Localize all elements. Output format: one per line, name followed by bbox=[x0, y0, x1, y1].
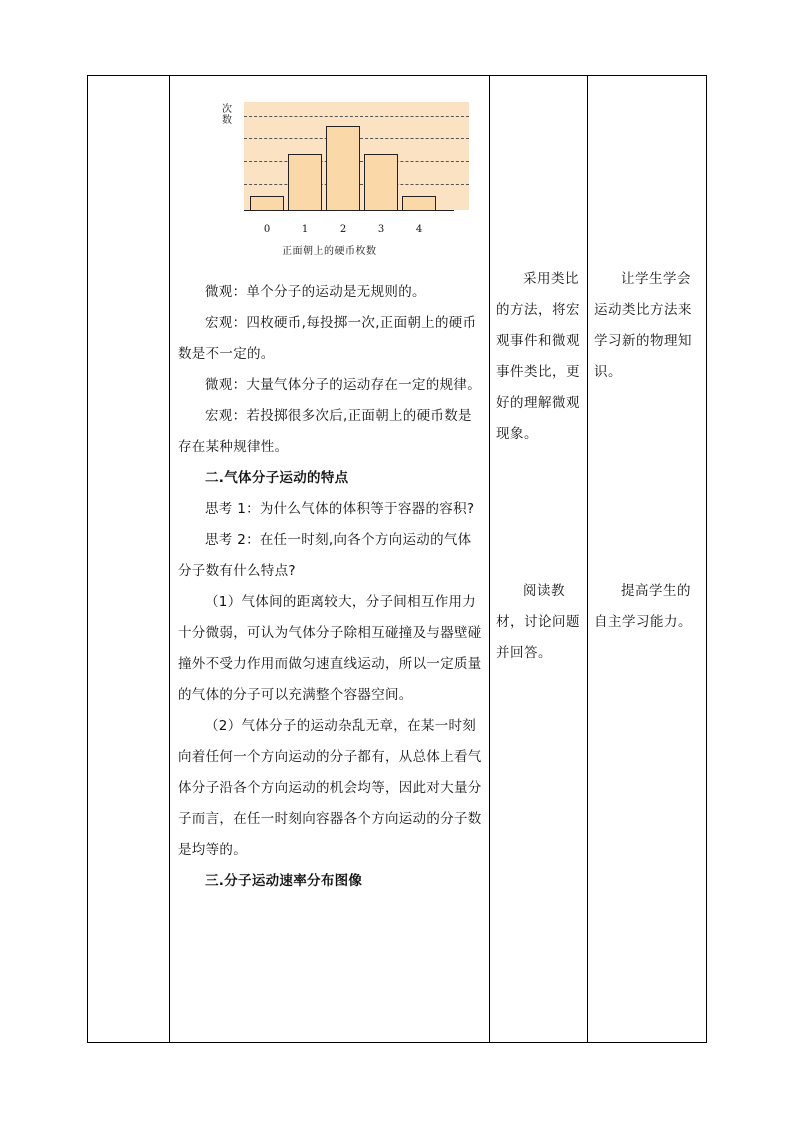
chart-bar bbox=[288, 154, 322, 210]
answer-2: （2）气体分子的运动杂乱无章，在某一时刻向着任何一个方向运动的分子都有，从总体上看气体分子沿各个方向运动的机会均等，因此对大量分子而言，在任一时刻向容器各个方向运动的分子数是均等的。 bbox=[178, 718, 482, 858]
design-intent-1: 让学生学会运动类比方法来学习新的物理知识。 bbox=[594, 271, 692, 380]
chart-tick-label: 3 bbox=[377, 224, 385, 235]
chart-x-axis bbox=[244, 210, 454, 211]
paragraph-macro-1: 宏观：四枚硬币,每投掷一次,正面朝上的硬币数是不一定的。 bbox=[178, 315, 477, 362]
section-heading-3: 三.分子运动速率分布图像 bbox=[205, 873, 363, 889]
chart-xlabel: 正面朝上的硬币枚数 bbox=[282, 246, 377, 257]
answer-1: （1）气体间的距离较大，分子间相互作用力十分微弱，可认为气体分子除相互碰撞及与器壁碰撞外不受力作用而做匀速直线运动，所以一定质量的气体的分子可以充满整个容器空间。 bbox=[178, 594, 482, 703]
paragraph-macro-2: 宏观：若投掷很多次后,正面朝上的硬币数是存在某种规律性。 bbox=[178, 408, 472, 455]
stage-cell bbox=[88, 76, 169, 1042]
question-2: 思考 2：在任一时刻,向各个方向运动的气体分子数有什么特点? bbox=[178, 532, 472, 579]
chart-ylabel: 次数 bbox=[222, 104, 232, 126]
chart-tick-label: 0 bbox=[263, 224, 271, 235]
chart-bar bbox=[326, 126, 360, 210]
coin-bar-chart bbox=[222, 96, 467, 257]
student-activity-1: 采用类比的方法，将宏观事件和微观事件类比，更好的理解微观现象。 bbox=[496, 271, 580, 442]
chart-bar bbox=[250, 196, 284, 210]
chart-bar bbox=[402, 196, 436, 210]
chart-bar bbox=[364, 154, 398, 210]
student-activity-2: 阅读教材，讨论问题并回答。 bbox=[496, 583, 580, 661]
question-1: 思考 1：为什么气体的体积等于容器的容积? bbox=[205, 501, 475, 517]
chart-plot-area bbox=[244, 102, 469, 210]
paragraph-micro-1: 微观：单个分子的运动是无规则的。 bbox=[205, 284, 426, 300]
chart-tick-label: 2 bbox=[339, 224, 347, 235]
section-heading-2: 二.气体分子运动的特点 bbox=[205, 470, 349, 486]
design-intent-2: 提高学生的自主学习能力。 bbox=[594, 583, 692, 630]
content-cell bbox=[170, 76, 489, 1042]
chart-tick-label: 4 bbox=[415, 224, 423, 235]
student-activity-cell bbox=[490, 76, 587, 1042]
lesson-table bbox=[87, 75, 707, 1043]
gridline bbox=[244, 116, 469, 117]
chart-tick-label: 1 bbox=[301, 224, 309, 235]
design-intent-cell bbox=[588, 76, 708, 1042]
paragraph-micro-2: 微观：大量气体分子的运动存在一定的规律。 bbox=[205, 377, 481, 393]
